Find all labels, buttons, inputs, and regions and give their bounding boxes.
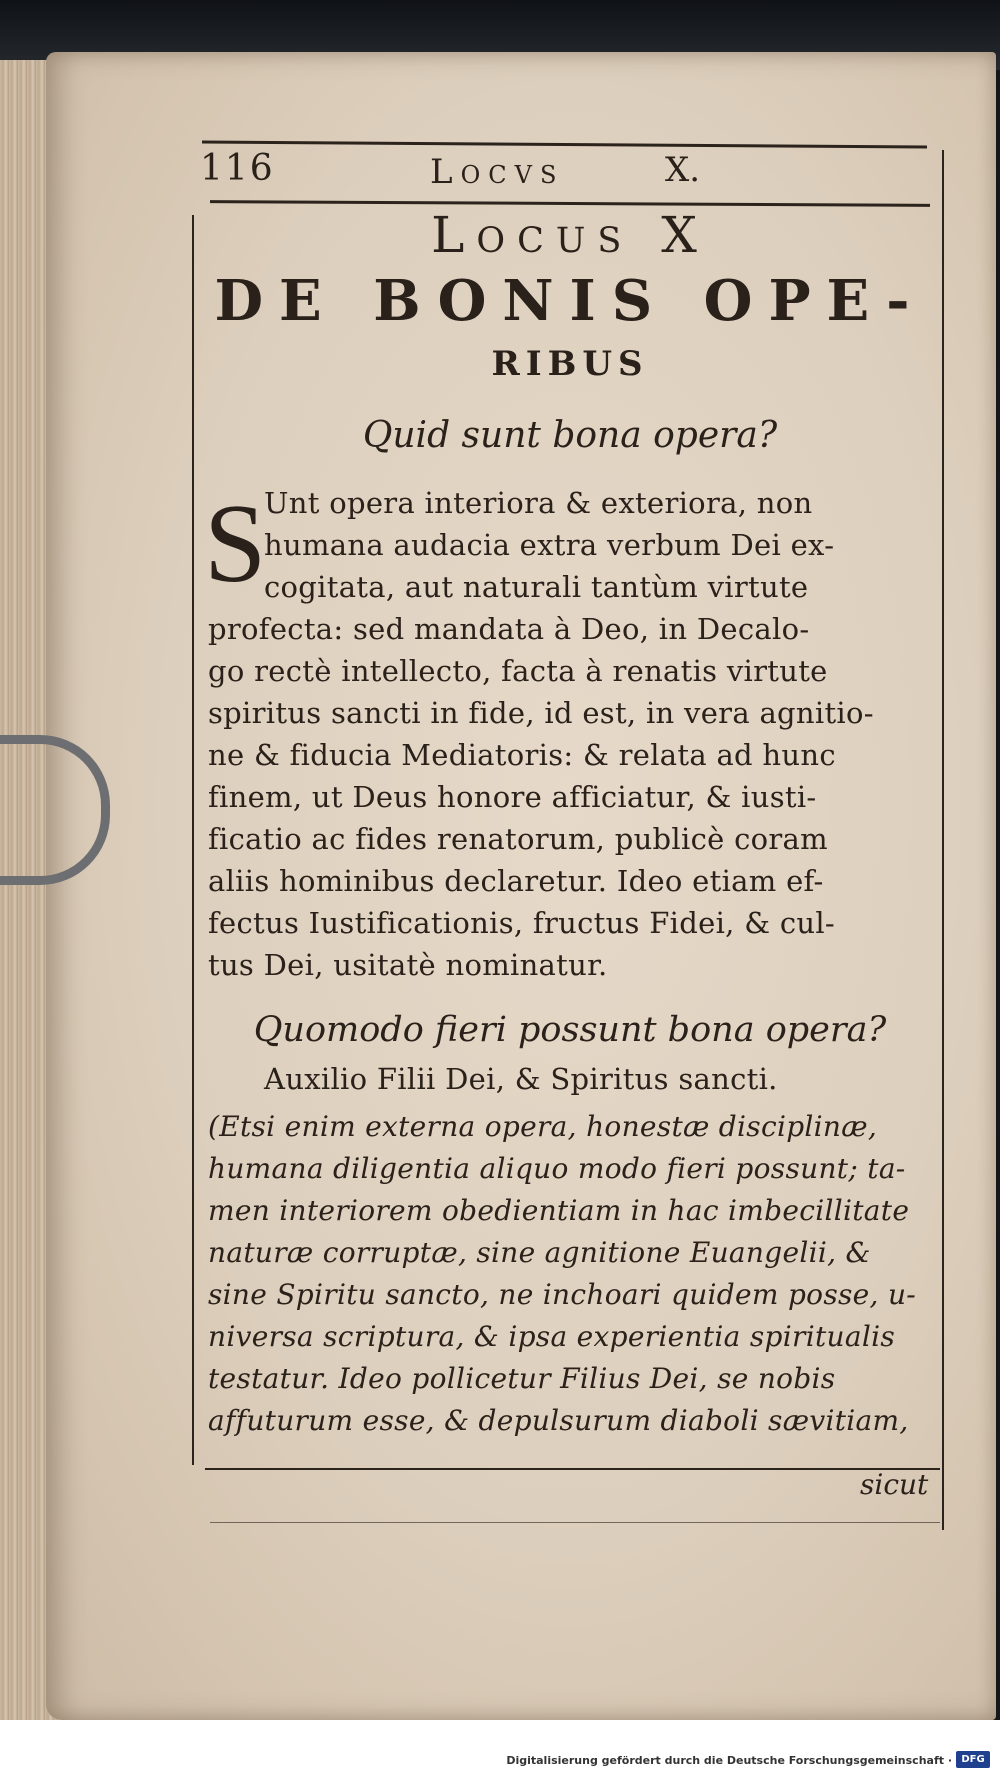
paragraph-line: fectus Iustificationis, fructus Fidei, & cul- [208, 906, 836, 940]
italic-paragraph-line: affuturum esse, & depulsurum diaboli sævitiam, [208, 1404, 909, 1437]
page-number: 116 [200, 148, 275, 189]
chapter-subtitle-line2: RIBUS [491, 344, 649, 384]
paragraph-line: go rectè intellecto, facta à renatis virtute [208, 654, 828, 688]
catchword: sicut [860, 1468, 929, 1501]
italic-paragraph-line: sine Spiritu sancto, ne inchoari quidem posse, u- [208, 1278, 917, 1311]
drop-capital: S [204, 482, 267, 606]
question-heading-1: Quid sunt bona opera? [362, 415, 778, 456]
chapter-subtitle-line1: DE BONIS OPE- [214, 268, 926, 334]
paragraph-line: Unt opera interiora & exteriora, non [264, 486, 813, 520]
italic-paragraph-line: naturæ corruptæ, sine agnitione Euangelii, & [208, 1236, 871, 1269]
running-head-title: Locvs [430, 152, 565, 192]
italic-paragraph-line: men interiorem obedientiam in hac imbecillitate [208, 1194, 910, 1227]
answer-line: Auxilio Filii Dei, & Spiritus sancti. [264, 1062, 778, 1096]
question-heading-2: Quomodo fieri possunt bona opera? [253, 1010, 887, 1050]
paragraph-line: finem, ut Deus honore afficiatur, & iusti- [208, 780, 817, 814]
italic-paragraph-line: testatur. Ideo pollicetur Filius Dei, se nobis [208, 1362, 836, 1395]
paragraph-line: humana audacia extra verbum Dei ex- [264, 528, 835, 562]
running-head [200, 148, 940, 200]
paragraph-line: ficatio ac fides renatorum, publicè coram [208, 822, 828, 856]
frame-rule-bottom [205, 1468, 940, 1470]
paragraph-line: tus Dei, usitatè nominatur. [208, 948, 608, 982]
paragraph-line: aliis hominibus declaretur. Ideo etiam ef- [208, 864, 824, 898]
chapter-title: Locus X [431, 206, 709, 264]
scan-footer-band [0, 1720, 1000, 1776]
frame-rule-left [192, 215, 194, 1465]
frame-rule-bottom-faint [210, 1522, 940, 1523]
paragraph-line: profecta: sed mandata à Deo, in Decalo- [208, 612, 810, 646]
italic-paragraph-line: (Etsi enim externa opera, honestæ disciplinæ, [208, 1110, 878, 1143]
italic-paragraph-line: humana diligentia aliquo modo fieri possunt; ta- [208, 1152, 906, 1185]
italic-paragraph-line: niversa scriptura, & ipsa experientia spiritualis [208, 1320, 896, 1353]
paragraph-line: ne & fiducia Mediatoris: & relata ad hunc [208, 738, 836, 772]
running-head-number: X. [665, 150, 701, 190]
dfg-logo: DFG [956, 1751, 990, 1768]
frame-rule-right [942, 150, 944, 1530]
paragraph-line: cogitata, aut naturali tantùm virtute [264, 570, 809, 604]
digitization-credit: Digitalisierung gefördert durch die Deutsche Forschungsgemeinschaft · [506, 1754, 952, 1767]
paragraph-line: spiritus sancti in fide, id est, in vera agnitio- [208, 696, 874, 730]
